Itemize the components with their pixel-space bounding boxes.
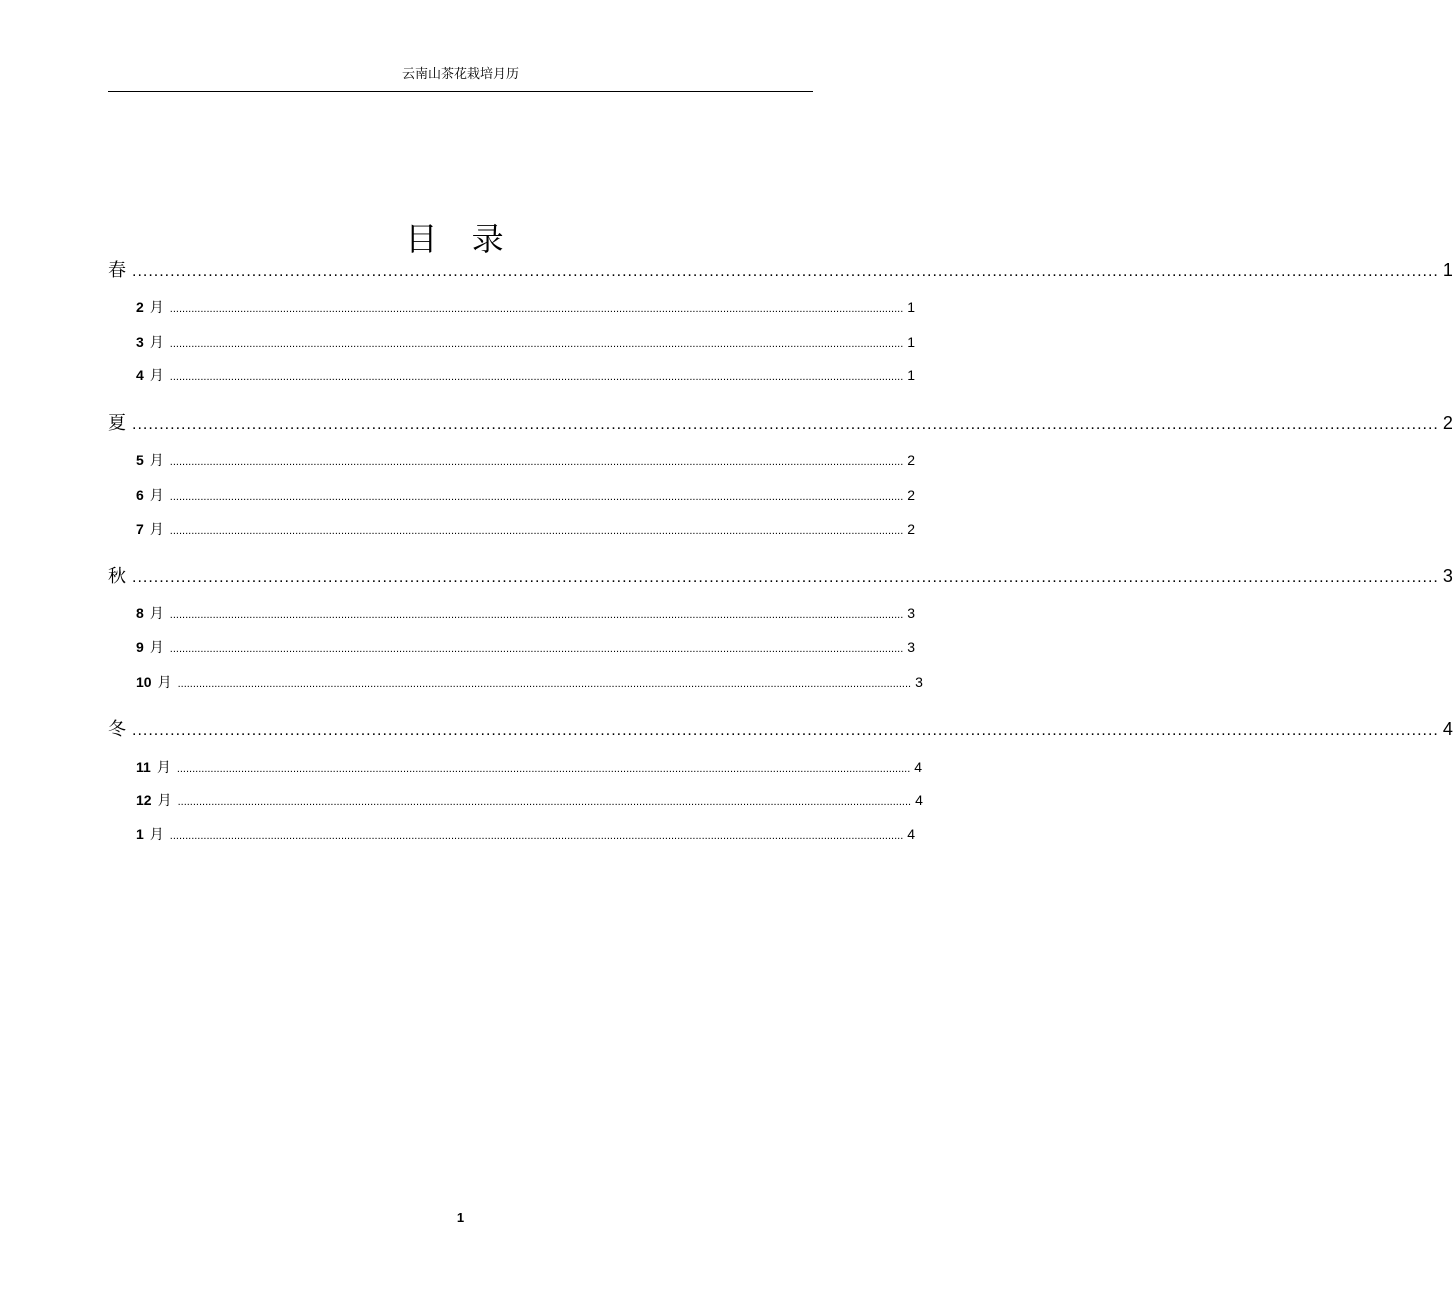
dot-leader: ................................................................................................................................................................................................................................................: [132, 263, 1439, 280]
toc-page-number: 1: [907, 299, 916, 315]
dot-leader: ................................................................................................................................................................................................................................................: [177, 678, 912, 690]
toc-page-number: 1: [1442, 260, 1453, 280]
toc-page-number: 2: [907, 452, 916, 468]
toc-section-label: 冬: [108, 719, 126, 740]
dot-leader: ................................................................................................................................................................................................................................................: [176, 763, 911, 775]
toc-month-number: 10: [136, 674, 152, 690]
dot-leader: ................................................................................................................................................................................................................................................: [177, 796, 912, 808]
toc-entry-month-11[interactable]: [136, 757, 923, 779]
toc-month-number: 4: [136, 367, 144, 383]
toc-entry-autumn[interactable]: [108, 564, 1453, 590]
toc-month-number: 9: [136, 639, 144, 655]
toc-page-number: 3: [915, 674, 923, 690]
toc-page-number: 2: [1442, 413, 1453, 433]
toc-month-number: 6: [136, 487, 144, 503]
toc-month-unit: 月: [149, 522, 164, 538]
dot-leader: ................................................................................................................................................................................................................................................: [169, 491, 904, 503]
toc-month-number: 3: [136, 334, 144, 350]
toc-entry-spring[interactable]: [108, 258, 1453, 284]
toc-entry-month-2[interactable]: [136, 297, 916, 319]
dot-leader: ................................................................................................................................................................................................................................................: [132, 722, 1439, 739]
toc-title: 目 录: [405, 220, 516, 259]
page-number: 1: [456, 1210, 465, 1225]
running-header: 云南山茶花栽培月历: [401, 67, 519, 82]
toc-entry-month-4[interactable]: [136, 365, 916, 387]
toc-page-number: 1: [907, 334, 916, 350]
toc-entry-month-6[interactable]: [136, 485, 916, 507]
toc-section-label: 春: [108, 260, 126, 281]
toc-entry-month-12[interactable]: [136, 790, 923, 812]
toc-month-number: 7: [136, 521, 144, 537]
toc-entry-summer[interactable]: [108, 411, 1453, 437]
toc-page-number: 3: [907, 639, 916, 655]
dot-leader: ................................................................................................................................................................................................................................................: [169, 371, 904, 383]
toc-page-number: 3: [1442, 566, 1453, 586]
dot-leader: ................................................................................................................................................................................................................................................: [169, 303, 904, 315]
toc-month-number: 12: [136, 792, 152, 808]
toc-month-unit: 月: [149, 827, 164, 843]
toc-month-unit: 月: [156, 760, 171, 776]
dot-leader: ................................................................................................................................................................................................................................................: [169, 525, 904, 537]
toc-entry-month-5[interactable]: [136, 450, 916, 472]
toc-entry-month-9[interactable]: [136, 637, 916, 659]
toc-page-number: 1: [907, 367, 916, 383]
toc-page-number: 4: [907, 826, 916, 842]
toc-section-label: 秋: [108, 566, 126, 587]
toc-month-number: 8: [136, 605, 144, 621]
toc-page-number: 2: [907, 521, 916, 537]
toc-page-number: 2: [907, 487, 916, 503]
toc-entry-month-7[interactable]: [136, 519, 916, 541]
toc-entry-month-10[interactable]: [136, 672, 923, 694]
toc-page-number: 4: [914, 759, 923, 775]
toc-month-unit: 月: [157, 793, 172, 809]
dot-leader: ................................................................................................................................................................................................................................................: [169, 609, 904, 621]
toc-entry-month-1[interactable]: [136, 824, 916, 846]
toc-month-unit: 月: [149, 335, 164, 351]
toc-page-number: 4: [915, 792, 923, 808]
toc-entry-month-8[interactable]: [136, 603, 916, 625]
toc-page-number: 4: [1442, 719, 1453, 739]
dot-leader: ................................................................................................................................................................................................................................................: [169, 456, 904, 468]
toc-page-number: 3: [907, 605, 916, 621]
dot-leader: ................................................................................................................................................................................................................................................: [169, 643, 904, 655]
toc-month-unit: 月: [157, 675, 172, 691]
toc-month-number: 5: [136, 452, 144, 468]
toc-entry-winter[interactable]: [108, 717, 1453, 743]
dot-leader: ................................................................................................................................................................................................................................................: [169, 830, 904, 842]
dot-leader: ................................................................................................................................................................................................................................................: [132, 416, 1439, 433]
toc-month-unit: 月: [149, 488, 164, 504]
toc-month-unit: 月: [149, 300, 164, 316]
toc-section-label: 夏: [108, 413, 126, 434]
toc-month-number: 2: [136, 299, 144, 315]
toc-month-unit: 月: [149, 640, 164, 656]
dot-leader: ................................................................................................................................................................................................................................................: [169, 338, 904, 350]
header-rule: [108, 91, 813, 92]
toc-month-number: 1: [136, 826, 144, 842]
toc-entry-month-3[interactable]: [136, 332, 916, 354]
dot-leader: ................................................................................................................................................................................................................................................: [132, 569, 1439, 586]
toc-month-unit: 月: [149, 606, 164, 622]
toc-month-number: 11: [136, 759, 151, 775]
toc-month-unit: 月: [149, 368, 164, 384]
toc-month-unit: 月: [149, 453, 164, 469]
